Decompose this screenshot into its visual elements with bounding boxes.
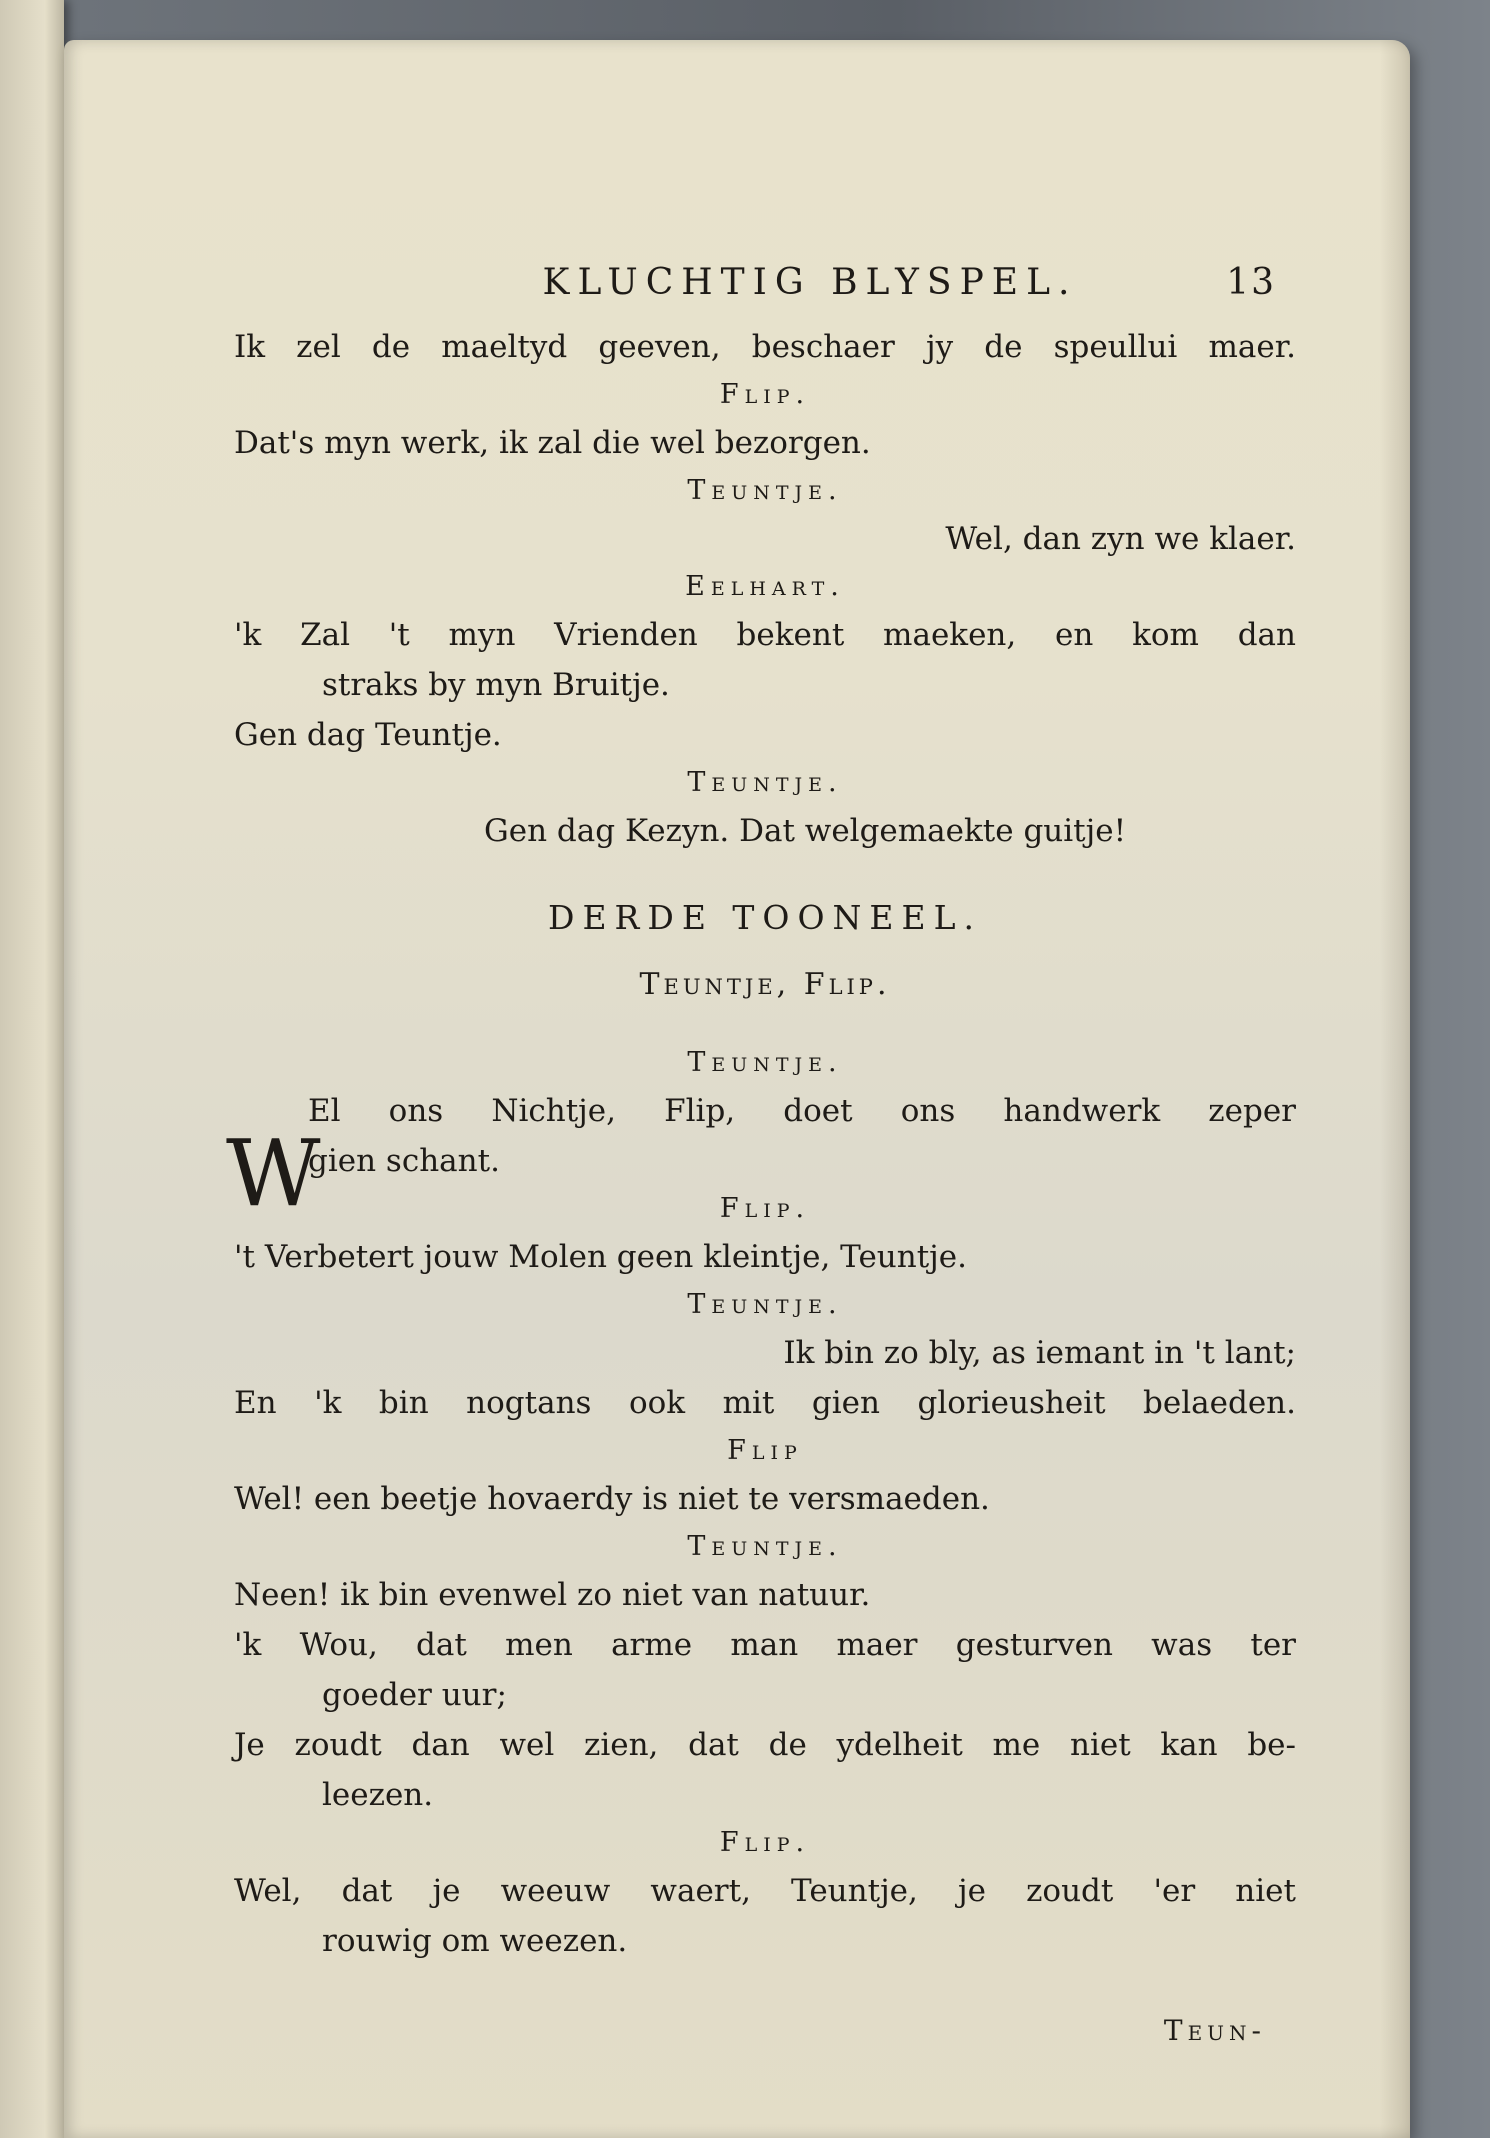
verse-line: 't Verbetert jouw Molen geen kleintje, Teuntje. [234, 1239, 967, 1275]
verse-line: Ik zel de maeltyd geeven, beschaer jy de speullui maer. [234, 329, 1296, 365]
speaker-name: Teuntje. [687, 767, 843, 798]
speaker-name: Teuntje. [687, 1289, 843, 1320]
verse-line-continuation: goeder uur; [322, 1677, 507, 1713]
speaker-name: Eelhart. [685, 571, 845, 602]
verse-line: Wel, dat je weeuw waert, Teuntje, je zoudt 'er niet [234, 1873, 1296, 1909]
page-header [234, 258, 1296, 322]
verse-line: En 'k bin nogtans ook mit gien glorieusheit belaeden. [234, 1385, 1296, 1421]
verse-line: Gen dag Teuntje. [234, 717, 502, 753]
verse-line: 'k Zal 't myn Vrienden bekent maeken, en kom dan [234, 617, 1296, 653]
verse-line: Dat's myn werk, ik zal die wel bezorgen. [234, 425, 871, 461]
speaker-name: Flip [727, 1435, 803, 1466]
verse-line: Neen! ik bin evenwel zo niet van natuur. [234, 1577, 871, 1613]
verse-line: 'k Wou, dat men arme man maer gesturven was ter [234, 1627, 1296, 1663]
drop-cap-paragraph [226, 1086, 1296, 1227]
speaker-name: Teuntje. [687, 1047, 843, 1078]
page-number: 13 [1226, 262, 1276, 303]
verse-line: Wel, dan zyn we klaer. [945, 521, 1296, 557]
verse-line: Ik bin zo bly, as iemant in 't lant; [783, 1335, 1296, 1371]
verse-line: Je zoudt dan wel zien, dat de ydelheit me niet kan be- [234, 1727, 1296, 1763]
catchword: Teun- [1163, 2014, 1266, 2047]
speaker-name: Teuntje. [687, 1531, 843, 1562]
verse-line-continuation: rouwig om weezen. [322, 1923, 628, 1959]
verse-line: El ons Nichtje, Flip, doet ons handwerk zeper [308, 1093, 1296, 1129]
speaker-name: Flip. [719, 379, 811, 410]
verse-line: Wel! een beetje hovaerdy is niet te versmaeden. [234, 1481, 990, 1517]
drop-cap-letter: W [226, 1120, 321, 1227]
page-text [226, 258, 1296, 2047]
book-page [64, 40, 1410, 2138]
speaker-name: Flip. [719, 1193, 811, 1224]
speaker-name: Flip. [719, 1827, 811, 1858]
scene-title: DERDE TOONEEL. [547, 898, 982, 937]
verse-line: Gen dag Kezyn. Dat welgemaekte guitje! [484, 813, 1127, 849]
verse-line-continuation: leezen. [322, 1777, 434, 1813]
scene-cast: Teuntje, Flip. [639, 967, 891, 1002]
verse-line-continuation: gien schant. [308, 1143, 500, 1179]
running-title: KLUCHTIG BLYSPEL. [542, 262, 1078, 303]
facing-page-edge [0, 0, 64, 2138]
speaker-name: Teuntje. [687, 475, 843, 506]
verse-line-continuation: straks by myn Bruitje. [322, 667, 670, 703]
